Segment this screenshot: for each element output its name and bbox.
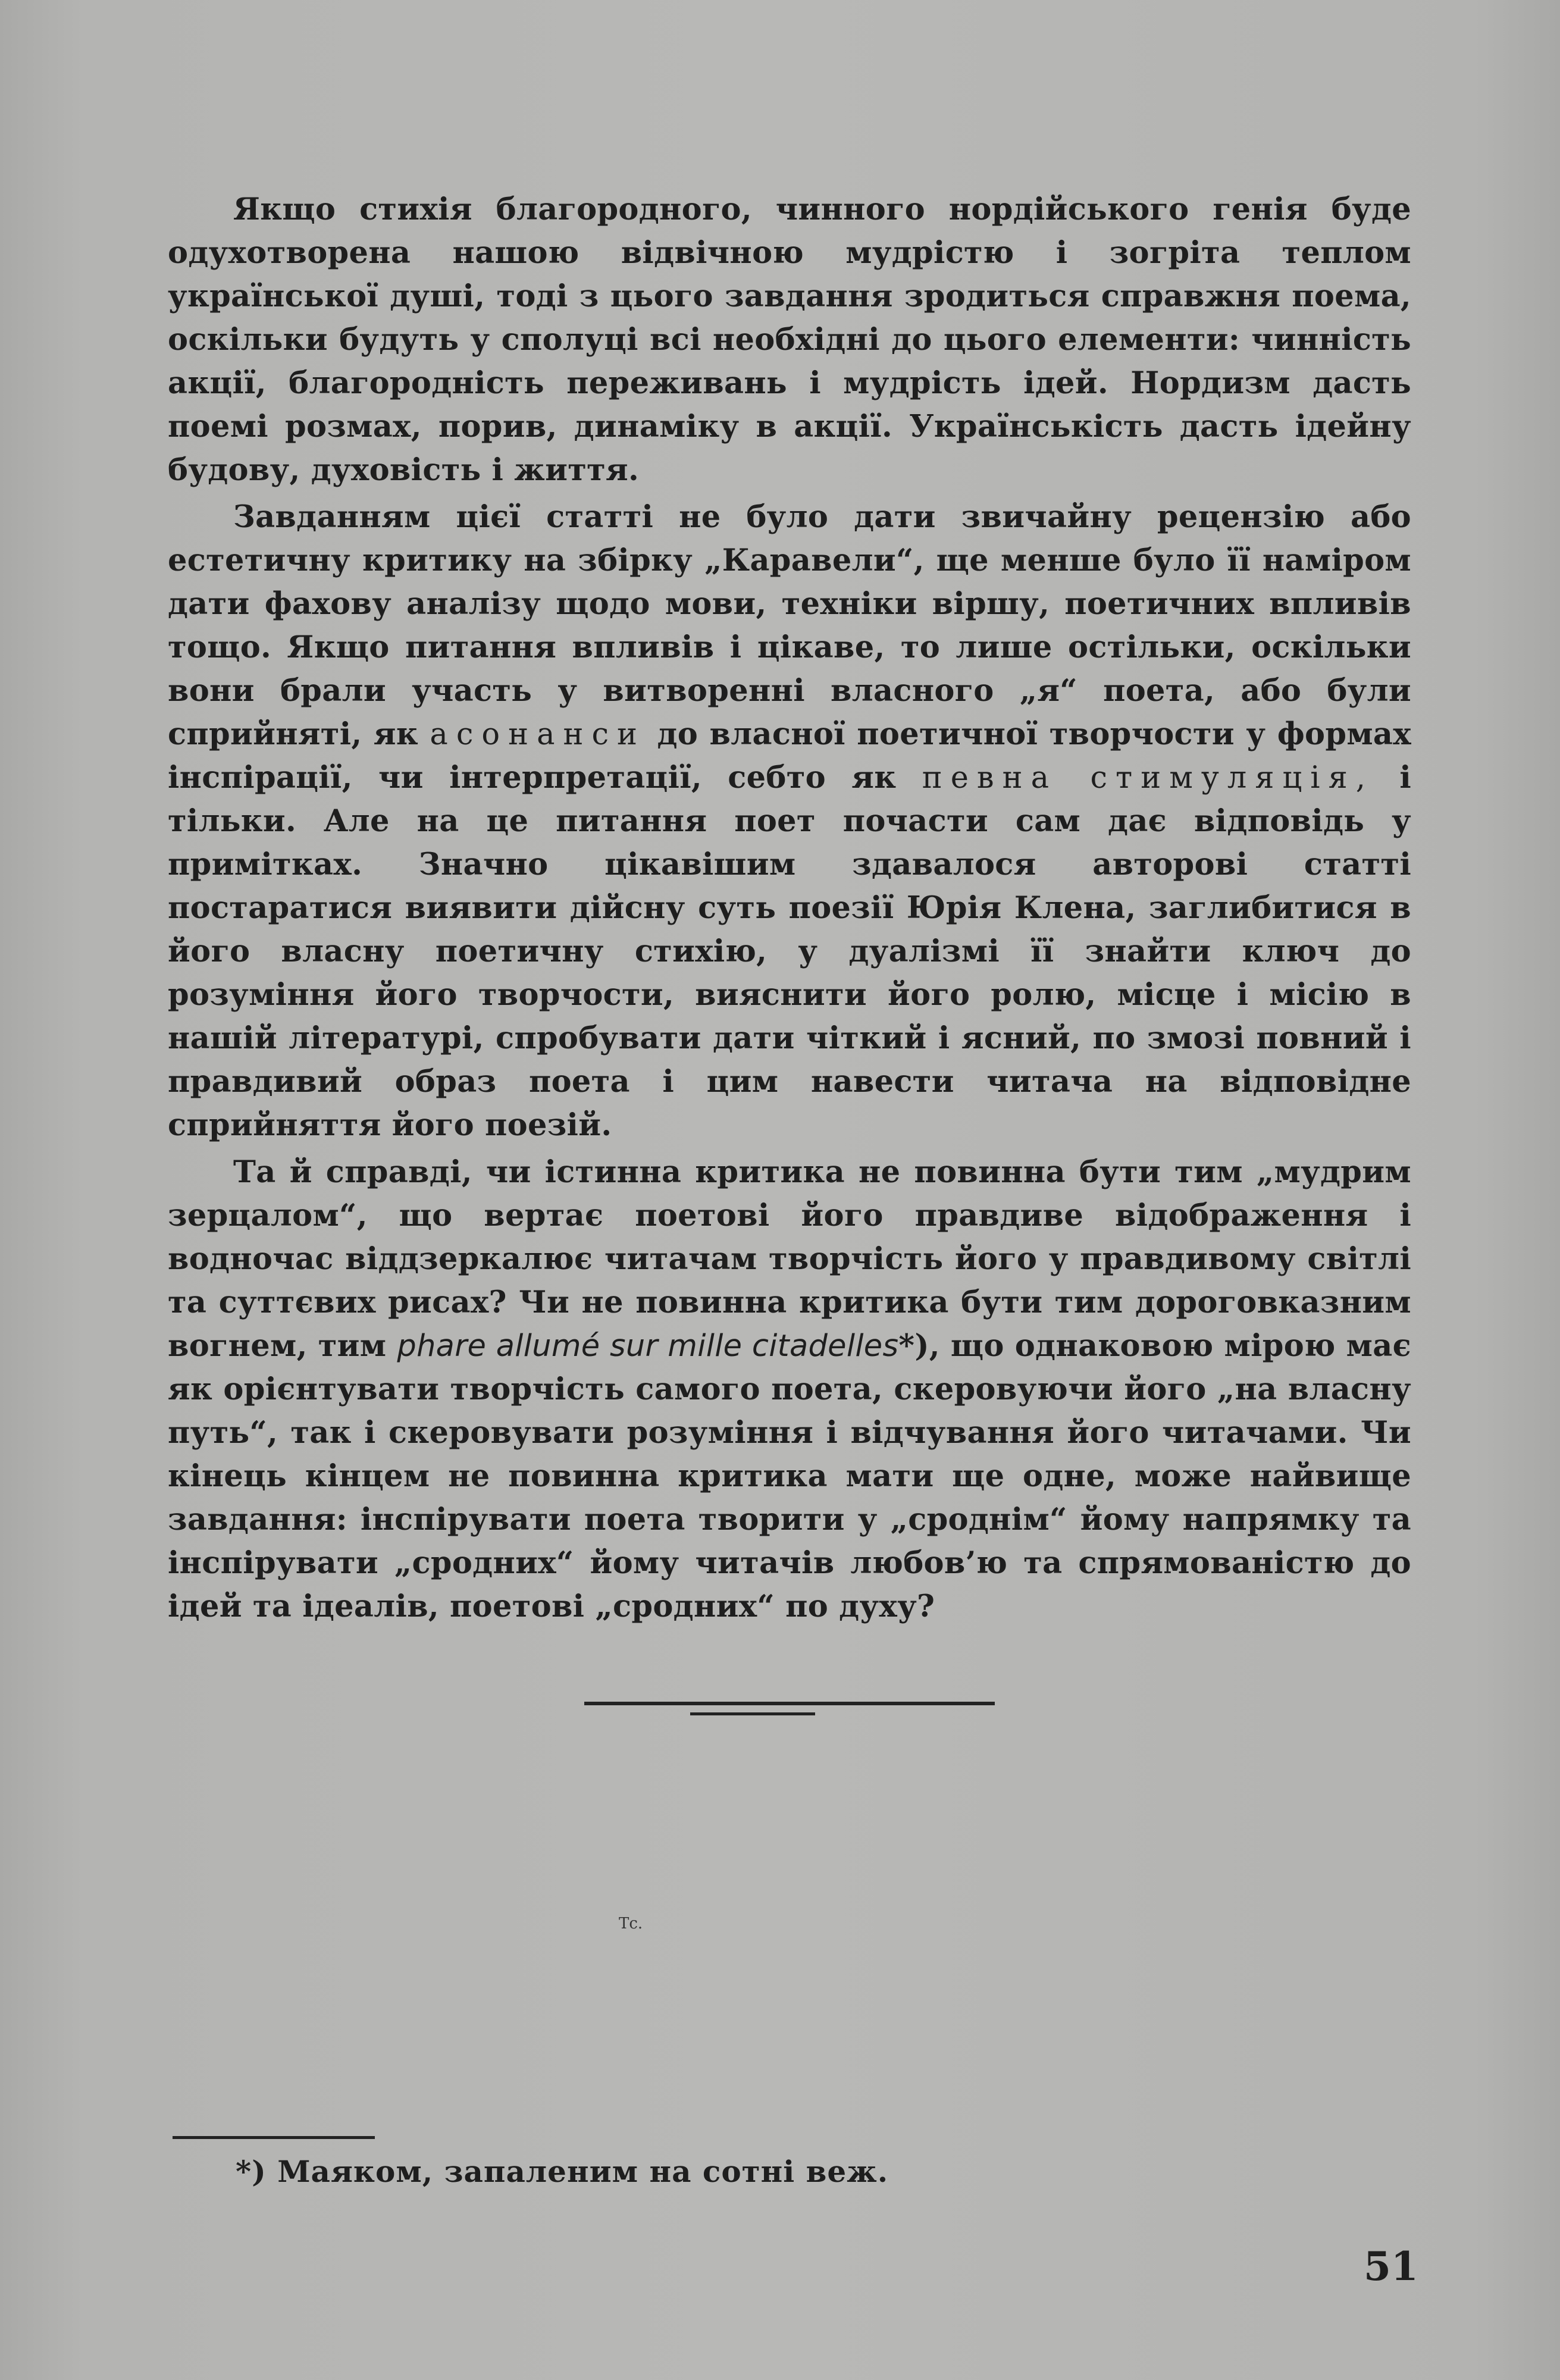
page-number: 51 xyxy=(1364,2243,1418,2290)
paragraph-3-italic-phrase: phare allumé sur mille citadelles xyxy=(397,1329,899,1364)
paragraph-2-text-a: Завданням цієї статті не було дати звичайну рецензію або естетичну критику на збірку „Каравели“, ще менше було її наміром дати фахову аналізу щодо мови, техніки віршу, поетичних впливів тощо. Якщо питання впливів і цікаве, то лише остільки, оскільки вони брали участь у витворенні власного „я“ поета, або були сприйняті, як xyxy=(168,499,1411,752)
footnote-rule xyxy=(173,2136,375,2139)
paragraph-2-spaced-word-1: асонанси xyxy=(430,717,646,752)
paragraph-3-text-a: Та й справді, чи істинна критика не повинна бути тим „мудрим зерцалом“, що вертає поетові його правдиве відображення і водночас віддзеркалює читачам творчість його у правдивому світлі та суттєвих рисах? Чи не повинна критика бути тим дороговказним вогнем, тим xyxy=(168,1154,1411,1364)
paragraph-2-text-b: до власної поетичної творчости у формах інспірації, чи інтерпретації, себто як xyxy=(168,716,1411,796)
paragraph-2 xyxy=(168,496,1411,1147)
footnote: *) Маяком, запаленим на сотні веж. xyxy=(236,2154,889,2189)
paragraph-3-text-b: *), що однаковою мірою має як орієнтувати творчість самого поета, скеровуючи його „на власну путь“, так і скеровувати розуміння і відчування його читачами. Чи кінець кінцем не повинна критика мати ще одне, може найвище завдання: інспірувати поета творити у „сроднім“ йому напрямку та інспірувати „сродних“ йому читачів любов’ю та спрямованістю до ідей та ідеалів, поетові „сродних“ по духу? xyxy=(168,1328,1411,1624)
paragraph-2-text-c: і тільки. Але на це питання поет почасти сам дає відповідь у примітках. Значно цікавішим здавалося авторові статті постаратися виявити дійсну суть поезії Юрія Клена, заглибитися в його власну поетичну стихію, у дуалізмі її знайти ключ до розуміння його творчости, вияснити його ролю, місце і місію в нашій літературі, спробувати дати чіткий і ясний, по змозі повний і правдивий образ поета і цим навести читача на відповідне сприйняття його поезій. xyxy=(168,760,1412,1143)
divider-line-long xyxy=(584,1702,995,1705)
stray-mark: Тс. xyxy=(619,1915,643,1933)
divider-line-short xyxy=(690,1712,815,1715)
section-divider-ornament xyxy=(584,1697,995,1721)
main-text xyxy=(168,188,1411,1632)
paragraph-2-spaced-word-2: певна стимуляція, xyxy=(922,760,1374,796)
paragraph-1 xyxy=(168,188,1411,492)
paragraph-3 xyxy=(168,1151,1411,1629)
paragraph-1-text: Якщо стихія благородного, чинного нордійського генія буде одухотворена нашою відвічною мудрістю і зогріта теплом української душі, тоді з цього завдання зродиться справжня поема, оскільки будуть у сполуці всі необхідні до цього елементи: чинність акції, благородність переживань і мудрість ідей. Нордизм дасть поемі розмах, порив, динаміку в акції. Українськість дасть ідейну будову, духовість і життя. xyxy=(168,192,1411,488)
